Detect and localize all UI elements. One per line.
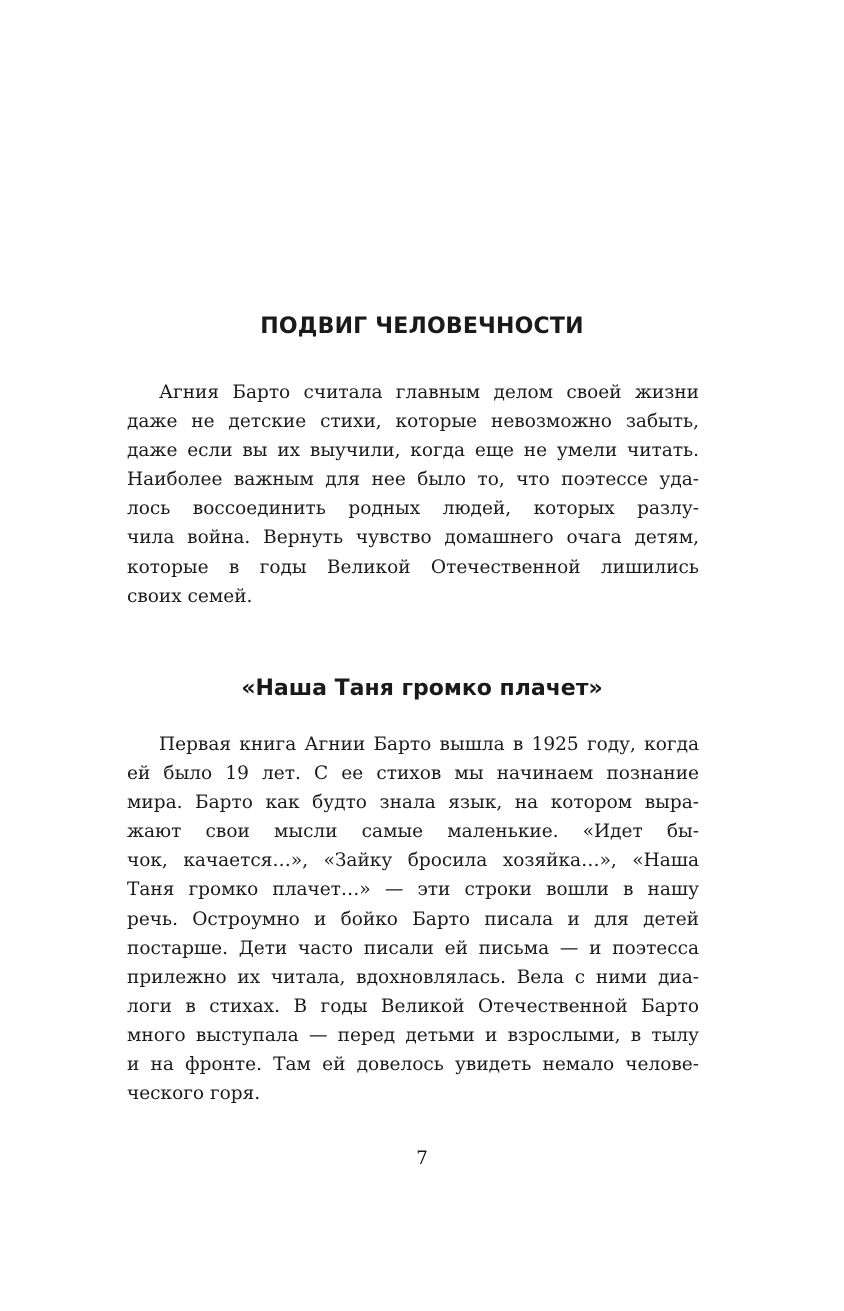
text-line: Таня громко плачет…» — эти строки вошли в нашу xyxy=(127,879,699,901)
text-line: Наиболее важным для нее было то, что поэтессе уда- xyxy=(127,469,699,491)
text-line: чок, качается…», «Зайку бросила хозяйка…», «Наша xyxy=(127,850,699,872)
section-subheading: «Наша Таня громко плачет» xyxy=(241,676,603,701)
text-line: даже если вы их выучили, когда еще не умели читать. xyxy=(127,440,699,462)
text-line: которые в годы Великой Отечественной лишились xyxy=(127,556,699,578)
text-line: прилежно их читала, вдохновлялась. Вела с ними диа- xyxy=(127,966,699,988)
text-line: своих семей. xyxy=(127,585,253,607)
text-line: мира. Барто как будто знала язык, на котором выра- xyxy=(127,792,699,814)
page-number: 7 xyxy=(416,1148,428,1169)
paragraph-intro xyxy=(127,378,699,611)
text-line: логи в стихах. В годы Великой Отечественной Барто xyxy=(127,995,699,1017)
text-line: лось воссоединить родных людей, которых разлу- xyxy=(127,498,699,520)
text-line: Первая книга Агнии Барто вышла в 1925 году, когда xyxy=(159,734,699,755)
text-line: и на фронте. Там ей довелось увидеть немало челове- xyxy=(127,1054,699,1076)
text-line: много выступала — перед детьми и взрослыми, в тылу xyxy=(127,1024,699,1046)
text-line: ческого горя. xyxy=(127,1083,261,1105)
text-line: ей было 19 лет. С ее стихов мы начинаем познание xyxy=(127,763,699,785)
text-line: Агния Барто считала главным делом своей жизни xyxy=(159,382,699,403)
text-line: постарше. Дети часто писали ей письма — и поэтесса xyxy=(127,937,699,959)
text-line: чила война. Вернуть чувство домашнего очага детям, xyxy=(127,527,699,549)
chapter-heading: ПОДВИГ ЧЕЛОВЕЧНОСТИ xyxy=(260,314,584,339)
paragraph-first-book xyxy=(127,730,699,1108)
text-line: даже не детские стихи, которые невозможно забыть, xyxy=(127,411,699,433)
text-line: жают свои мысли самые маленькие. «Идет бы- xyxy=(127,821,699,843)
text-line: речь. Остроумно и бойко Барто писала и для детей xyxy=(127,908,699,930)
